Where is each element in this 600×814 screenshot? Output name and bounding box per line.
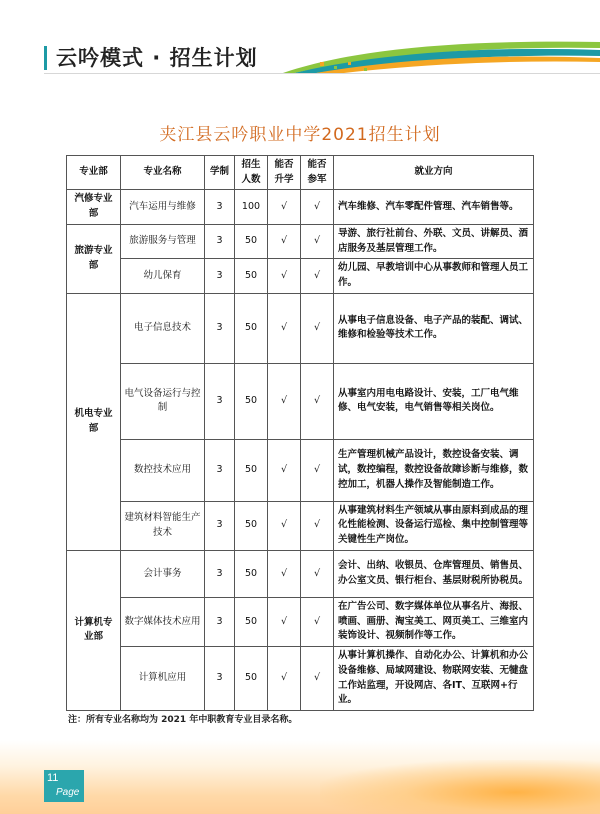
column-header: 就业方向 [334, 156, 534, 190]
further-study-cell: √ [268, 439, 301, 501]
further-study-cell: √ [268, 224, 301, 258]
table-row [67, 597, 534, 646]
military-cell: √ [301, 597, 334, 646]
table-row [67, 293, 534, 363]
years-cell: 3 [205, 224, 235, 258]
military-cell: √ [301, 550, 334, 597]
quota-cell: 50 [235, 363, 268, 439]
department-cell: 汽修专业部 [67, 190, 121, 224]
table-row [67, 647, 534, 711]
major-name-cell: 幼儿保育 [121, 259, 205, 293]
major-name-cell: 汽车运用与维修 [121, 190, 205, 224]
years-cell: 3 [205, 363, 235, 439]
department-cell: 机电专业部 [67, 293, 121, 550]
table-row [67, 550, 534, 597]
years-cell: 3 [205, 439, 235, 501]
employment-cell: 幼儿园、早教培训中心从事教师和管理人员工作。 [334, 259, 534, 293]
further-study-cell: √ [268, 293, 301, 363]
table-footnote: 注：所有专业名称均为 2021 年中职教育专业目录名称。 [68, 715, 298, 725]
table-row [67, 501, 534, 550]
table-row [67, 224, 534, 258]
employment-cell: 从事建筑材料生产领域从事由原料到成品的理化性能检测、设备运行巡检、集中控制管理等关键性生产岗位。 [334, 501, 534, 550]
employment-cell: 从事室内用电电路设计、安装，工厂电气维修、电气安装，电气销售等相关岗位。 [334, 363, 534, 439]
footer-glow [320, 760, 600, 814]
department-cell: 计算机专业部 [67, 550, 121, 710]
quota-cell: 50 [235, 224, 268, 258]
table-row [67, 190, 534, 224]
table-row [67, 259, 534, 293]
employment-cell: 导游、旅行社前台、外联、文员、讲解员、酒店服务及基层管理工作。 [334, 224, 534, 258]
header-divider [44, 73, 600, 74]
quota-cell: 50 [235, 647, 268, 711]
military-cell: √ [301, 293, 334, 363]
major-name-cell: 计算机应用 [121, 647, 205, 711]
further-study-cell: √ [268, 647, 301, 711]
major-name-cell: 旅游服务与管理 [121, 224, 205, 258]
military-cell: √ [301, 363, 334, 439]
years-cell: 3 [205, 597, 235, 646]
years-cell: 3 [205, 293, 235, 363]
major-name-cell: 电子信息技术 [121, 293, 205, 363]
further-study-cell: √ [268, 259, 301, 293]
major-name-cell: 会计事务 [121, 550, 205, 597]
military-cell: √ [301, 190, 334, 224]
column-header: 能否升学 [268, 156, 301, 190]
document-title: 夹江县云吟职业中学2021招生计划 [159, 125, 441, 145]
employment-cell: 在广告公司、数字媒体单位从事名片、海报、喷画、画册、淘宝美工、网页美工、三维室内装饰设计、视频制作等工作。 [334, 597, 534, 646]
table-header-row [67, 156, 534, 190]
column-header: 能否参军 [301, 156, 334, 190]
employment-cell: 从事计算机操作、自动化办公、计算机和办公设备维修、局域网建设、物联网安装、无犍盘工作站监理，开设网店、各IT、互联网+行业。 [334, 647, 534, 711]
military-cell: √ [301, 439, 334, 501]
page-label: Page [56, 787, 80, 798]
major-name-cell: 数字媒体技术应用 [121, 597, 205, 646]
header-dots-icon [320, 60, 410, 74]
major-name-cell: 建筑材料智能生产技术 [121, 501, 205, 550]
further-study-cell: √ [268, 363, 301, 439]
department-cell: 旅游专业部 [67, 224, 121, 293]
major-name-cell: 数控技术应用 [121, 439, 205, 501]
quota-cell: 50 [235, 439, 268, 501]
page-number: 11 [47, 772, 59, 784]
quota-cell: 50 [235, 597, 268, 646]
quota-cell: 50 [235, 550, 268, 597]
column-header: 专业部 [67, 156, 121, 190]
military-cell: √ [301, 501, 334, 550]
years-cell: 3 [205, 501, 235, 550]
employment-cell: 会计、出纳、收银员、仓库管理员、销售员、办公室文员、银行柜台、基层财税所协税员。 [334, 550, 534, 597]
years-cell: 3 [205, 259, 235, 293]
military-cell: √ [301, 224, 334, 258]
table-row [67, 363, 534, 439]
major-name-cell: 电气设备运行与控制 [121, 363, 205, 439]
military-cell: √ [301, 259, 334, 293]
column-header: 招生人数 [235, 156, 268, 190]
employment-cell: 生产管理机械产品设计，数控设备安装、调试，数控编程，数控设备故障诊断与维修，数控加工，机器人操作及智能制造工作。 [334, 439, 534, 501]
further-study-cell: √ [268, 501, 301, 550]
further-study-cell: √ [268, 190, 301, 224]
header-accent-bar [44, 46, 47, 70]
quota-cell: 50 [235, 259, 268, 293]
table-row [67, 439, 534, 501]
page-header-title: 云吟模式 · 招生计划 [56, 46, 258, 70]
military-cell: √ [301, 647, 334, 711]
quota-cell: 50 [235, 501, 268, 550]
further-study-cell: √ [268, 550, 301, 597]
years-cell: 3 [205, 550, 235, 597]
employment-cell: 汽车维修、汽车零配件管理、汽车销售等。 [334, 190, 534, 224]
employment-cell: 从事电子信息设备、电子产品的装配、调试、维修和检验等技术工作。 [334, 293, 534, 363]
column-header: 学制 [205, 156, 235, 190]
quota-cell: 100 [235, 190, 268, 224]
further-study-cell: √ [268, 597, 301, 646]
years-cell: 3 [205, 647, 235, 711]
enrollment-plan-table [66, 155, 534, 711]
column-header: 专业名称 [121, 156, 205, 190]
years-cell: 3 [205, 190, 235, 224]
quota-cell: 50 [235, 293, 268, 363]
